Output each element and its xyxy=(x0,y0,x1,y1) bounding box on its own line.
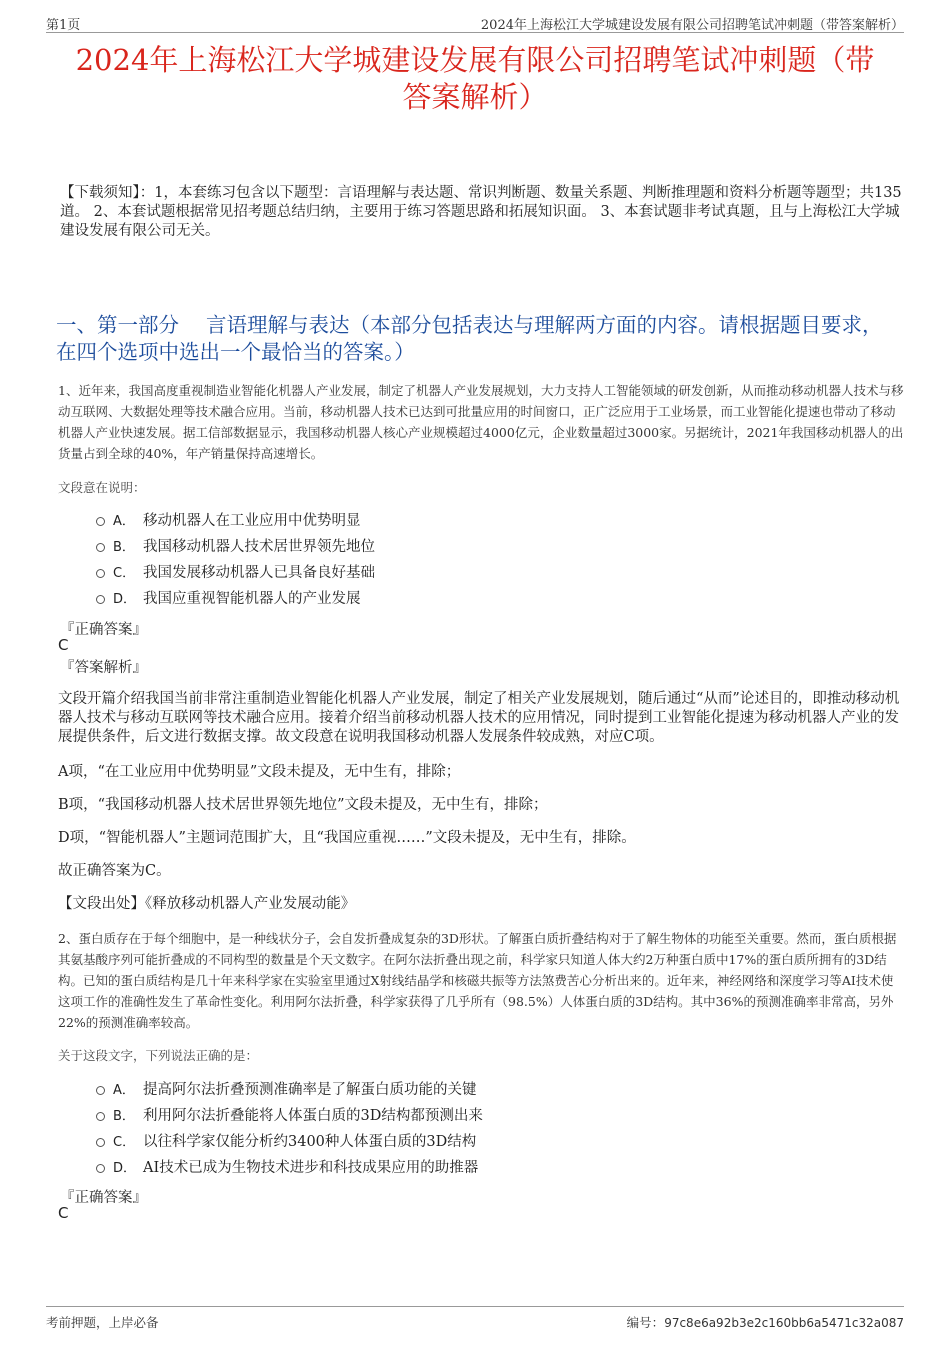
radio-icon[interactable] xyxy=(96,569,105,578)
radio-icon[interactable] xyxy=(96,1164,105,1173)
option-letter: D． xyxy=(113,1161,137,1176)
option-letter: C． xyxy=(113,1135,136,1150)
section-title: 一、第一部分 言语理解与表达（本部分包括表达与理解两方面的内容。请根据题目要求，在四个选项中选出一个最恰当的答案。） xyxy=(56,313,883,364)
option-text: 我国应重视智能机器人的产业发展 xyxy=(143,591,361,607)
download-notice: 【下载须知】：1，本套练习包含以下题型：言语理解与表达题、常识判断题、数量关系题、判断推理题和资料分析题等题型；共135道。 2、本套试题根据常见招考题总结归纳，主要用于练习答题思路和拓展知识面。 3、本套试题非考试真题，且与上海松江大学城建设发展有限公司无关。 xyxy=(60,185,902,239)
question-1-analysis-conclusion: 故正确答案为C。 xyxy=(58,863,171,879)
page-header xyxy=(46,14,904,33)
footer-code-value: 97c8e6a92b3e2c160bb6a5471c32a087 xyxy=(664,1316,904,1330)
option-text: 移动机器人在工业应用中优势明显 xyxy=(143,513,361,529)
question-2-options xyxy=(96,1079,483,1183)
question-1-answer: C xyxy=(58,636,69,654)
question-2-answer-label: 『正确答案』 xyxy=(60,1190,147,1206)
radio-icon[interactable] xyxy=(96,517,105,526)
radio-icon[interactable] xyxy=(96,595,105,604)
footer-code xyxy=(627,1313,904,1331)
question-1-option-c[interactable] xyxy=(96,562,375,588)
question-2-answer: C xyxy=(58,1204,69,1222)
question-2-option-d[interactable] xyxy=(96,1157,483,1183)
option-text: 我国移动机器人技术居世界领先地位 xyxy=(143,539,375,555)
question-2-text: 2、蛋白质存在于每个细胞中，是一种线状分子，会自发折叠成复杂的3D形状。了解蛋白质折叠结构对于了解生物体的功能至关重要。然而，蛋白质根据其氨基酸序列可能折叠成的不同构型的数量是个天文数字。在阿尔法折叠出现之前，科学家只知道人体大约2万种蛋白质中17%的蛋白质所拥有的3D结构。已知的蛋白质结构是几十年来科学家在实验室里通过X射线结晶学和核磁共振等方法煞费苦心分析出来的。近年来，神经网络和深度学习等AI技术使这项工作的准确性发生了革命性变化。利用阿尔法折叠，科学家获得了几乎所有（98.5%）人体蛋白质的3D结构。其中36%的预测准确率非常高，另外22%的预测准确率较高。 xyxy=(58,931,897,1030)
question-2-option-b[interactable] xyxy=(96,1105,483,1131)
option-text: AI技术已成为生物技术进步和科技成果应用的助推器 xyxy=(143,1160,479,1176)
question-1-analysis-main: 文段开篇介绍我国当前非常注重制造业智能化机器人产业发展，制定了相关产业发展规划，随后通过“从而”论述目的，即推动移动机器人技术与移动互联网等技术融合应用。接着介绍当前移动机器人技术的应用情况，同时提到工业智能化提速为移动机器人产业的发展提供条件，后文进行数据支撑。故文段意在说明我国移动机器人发展条件较成熟，对应C项。 xyxy=(58,691,900,745)
page-footer xyxy=(46,1306,904,1331)
option-letter: B． xyxy=(113,540,135,555)
question-2-prompt: 关于这段文字，下列说法正确的是： xyxy=(58,1048,259,1063)
question-1-text: 1、近年来，我国高度重视制造业智能化机器人产业发展，制定了机器人产业发展规划，大力支持人工智能领域的研发创新，从而推动移动机器人技术与移动互联网、大数据处理等技术融合应用。当前，移动机器人技术已达到可批量应用的时间窗口，正广泛应用于工业场景，而工业智能化提速也带动了移动机器人产业快速发展。据工信部数据显示，我国移动机器人核心产业规模超过4000亿元，企业数量超过3000家。另据统计，2021年我国移动机器人的出货量占到全球的40%，年产销量保持高速增长。 xyxy=(58,383,904,461)
option-letter: B． xyxy=(113,1109,135,1124)
question-1-prompt: 文段意在说明： xyxy=(58,480,146,495)
question-1-answer-label: 『正确答案』 xyxy=(60,622,147,638)
option-letter: D． xyxy=(113,592,137,607)
option-text: 利用阿尔法折叠能将人体蛋白质的3D结构都预测出来 xyxy=(143,1108,483,1124)
option-letter: C． xyxy=(113,566,136,581)
header-doc-title: 2024年上海松江大学城建设发展有限公司招聘笔试冲刺题（带答案解析） xyxy=(480,18,904,33)
question-1-analysis-d: D项，“智能机器人”主题词范围扩大，且“我国应重视……”文段未提及，无中生有，排除。 xyxy=(58,830,636,846)
footer-code-label: 编号： xyxy=(626,1315,665,1330)
question-1-option-a[interactable] xyxy=(96,510,375,536)
option-text: 提高阿尔法折叠预测准确率是了解蛋白质功能的关键 xyxy=(143,1082,477,1098)
radio-icon[interactable] xyxy=(96,543,105,552)
question-1-source: 【文段出处】《释放移动机器人产业发展动能》 xyxy=(58,896,356,912)
option-text: 我国发展移动机器人已具备良好基础 xyxy=(143,565,375,581)
radio-icon[interactable] xyxy=(96,1086,105,1095)
radio-icon[interactable] xyxy=(96,1138,105,1147)
question-1-option-d[interactable] xyxy=(96,588,375,614)
document-title-line1: 2024年上海松江大学城建设发展有限公司招聘笔试冲刺题（带 xyxy=(75,43,875,77)
document-title xyxy=(40,42,910,116)
question-1-option-b[interactable] xyxy=(96,536,375,562)
option-text: 以往科学家仅能分析约3400种人体蛋白质的3D结构 xyxy=(143,1134,477,1150)
document-title-line2: 答案解析） xyxy=(402,80,548,114)
question-2-option-a[interactable] xyxy=(96,1079,483,1105)
footer-slogan: 考前押题，上岸必备 xyxy=(46,1315,159,1330)
option-letter: A． xyxy=(113,1083,135,1098)
radio-icon[interactable] xyxy=(96,1112,105,1121)
option-letter: A． xyxy=(113,514,135,529)
page-number: 第1页 xyxy=(46,18,81,33)
question-1-analysis-label: 『答案解析』 xyxy=(60,660,147,676)
question-1-analysis-b: B项，“我国移动机器人技术居世界领先地位”文段未提及，无中生有，排除； xyxy=(58,797,548,813)
question-2-option-c[interactable] xyxy=(96,1131,483,1157)
question-1-analysis-a: A项，“在工业应用中优势明显”文段未提及，无中生有，排除； xyxy=(58,764,461,780)
question-1-options xyxy=(96,510,375,614)
